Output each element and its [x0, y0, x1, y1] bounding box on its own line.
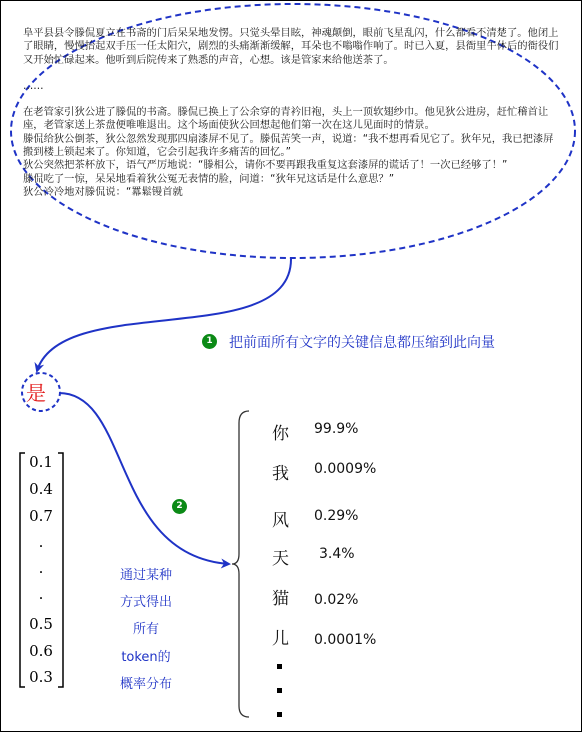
step-2-badge: 2 [172, 499, 187, 514]
vector-value: 0.5 [29, 615, 53, 633]
compression-arrow [37, 259, 291, 371]
vector-value: . [38, 533, 44, 551]
compressed-token: 是 [26, 381, 46, 405]
method-text-line: 方式得出 [119, 595, 172, 610]
token-prob: 0.0009% [314, 461, 377, 477]
distribution-brace [232, 411, 249, 717]
vector-value: . [38, 585, 44, 603]
passage-ellipsis: …… [23, 79, 44, 92]
step-1-badge: 1 [202, 334, 217, 349]
step-1-label: 把前面所有文字的关键信息都压缩到此向量 [229, 335, 495, 351]
token-char: 猫 [272, 589, 289, 609]
method-text-line: 通过某种 [119, 568, 172, 583]
vector-value: 0.1 [29, 453, 53, 471]
token-prob: 0.0001% [314, 632, 377, 648]
token-prob: 99.9% [314, 421, 359, 437]
token-prob: 3.4% [319, 546, 355, 562]
source-passage [23, 27, 563, 199]
passage-paragraph: 滕侃给狄公倒茶，狄公忽然发现那四扇漆屏不见了。滕侃苦笑一声，说道：“我不想再看见它了。狄年兄，我已把漆屏搬到楼上锁起来了。你知道，它会引起我许多痛苦的回忆。” [23, 132, 554, 159]
token-prob: 0.02% [314, 592, 359, 608]
continuation-dot [277, 688, 282, 693]
passage-paragraph: 滕侃吃了一惊，呆呆地看着狄公冤无表情的脸，问道：“狄年兄这话是什么意思？” [23, 172, 395, 185]
vector-value: 0.4 [29, 480, 53, 498]
vector-value: 0.7 [29, 507, 53, 525]
token-char: 我 [272, 464, 289, 484]
continuation-dot [277, 664, 282, 669]
token-char: 你 [272, 424, 289, 444]
vector-value: 0.3 [29, 668, 53, 686]
passage-paragraph: 阜平县县令滕侃夏立在书斋的门后呆呆地发愣。只觉头晕目眩，神魂颠倒，眼前飞星乱闪，什么都看不清楚了。他闭上了眼睛，慢慢抬起双手压一任太阳穴，剧烈的头痛渐渐缓解，耳朵也不嗡嗡作响了。时已入夏，县衙里午休后的衙役们又开始忙碌起来。他听到后院传来了熟悉的声音，心想。该是管家来给他送茶了。 [23, 27, 559, 66]
continuation-dot [277, 712, 282, 717]
token-char: 风 [272, 511, 289, 531]
method-text-line: 概率分布 [119, 677, 172, 692]
distribution-arrow [59, 393, 229, 564]
method-text-line: token的 [121, 650, 171, 665]
token-prob: 0.29% [314, 508, 359, 524]
token-char: 天 [272, 549, 289, 569]
passage-paragraph: 狄公冷冷地对滕侃说：“羃鬆镘首就 [23, 185, 183, 198]
passage-paragraph: 在老管家引狄公进了滕侃的书斋。滕侃已换上了公余穿的青衿旧袍，头上一顶软翅纱巾。他见狄公进房，赶忙稽首让座，老管家送上茶盘便唯唯退出。这个场面使狄公回想起他们第一次在这儿见面时的情景。 [23, 106, 549, 132]
token-char: 儿 [272, 629, 289, 649]
method-text-line: 所有 [132, 622, 159, 637]
passage-paragraph: 狄公突然把茶杯放下，语气严厉地说：“滕相公，请你不要再跟我重复这套漆屏的谎话了！一次已经够了！” [23, 159, 508, 172]
vector-value: 0.6 [29, 642, 53, 660]
vector-value: . [38, 559, 44, 577]
